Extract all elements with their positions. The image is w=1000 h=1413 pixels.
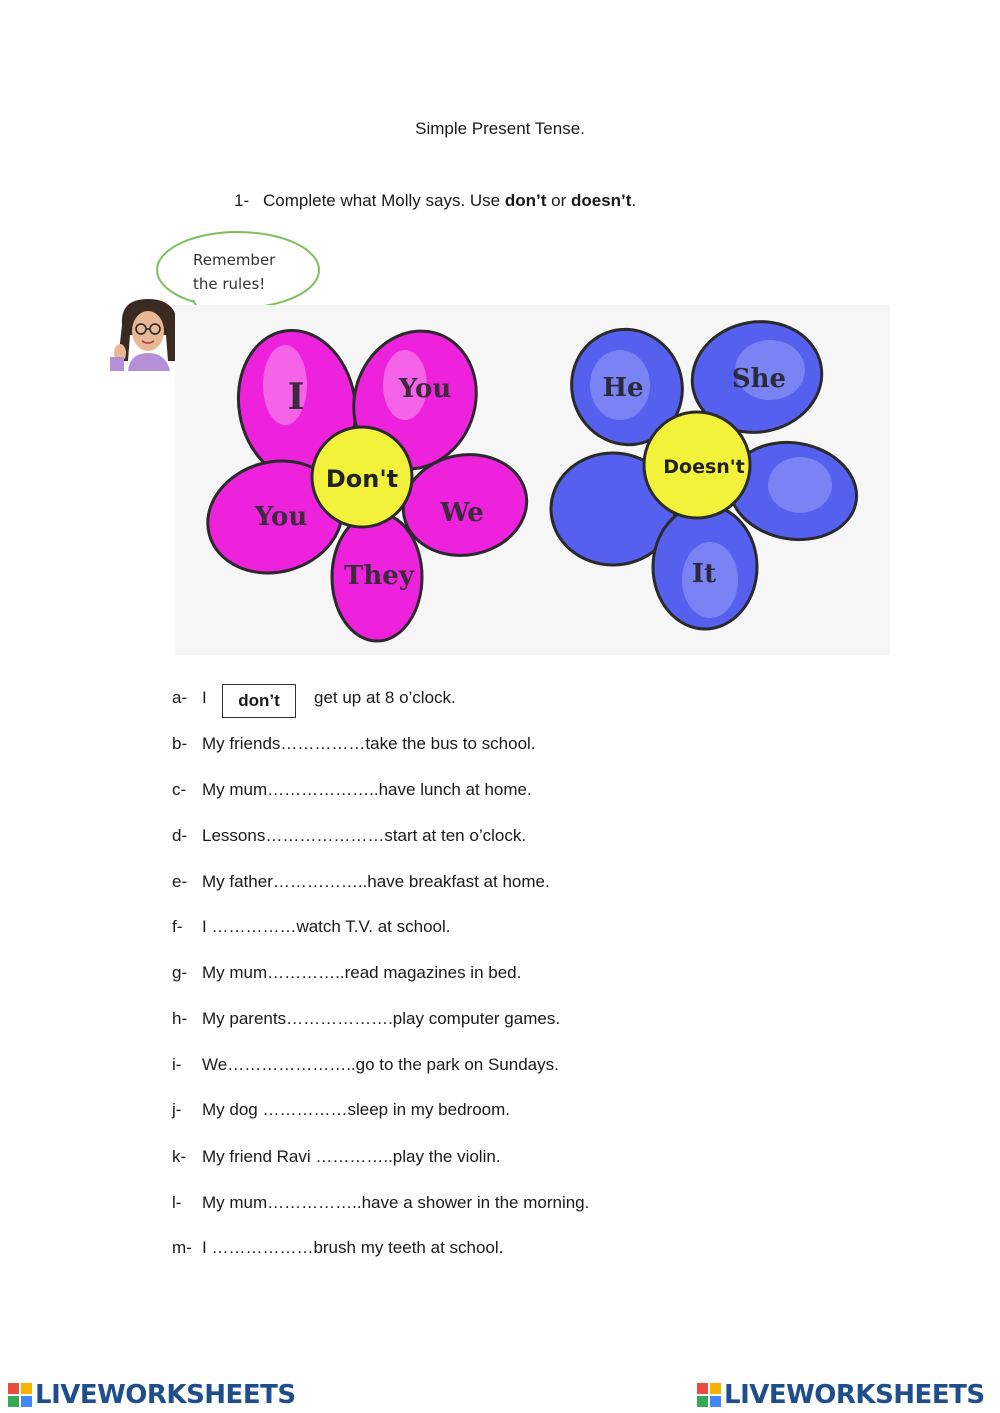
- item-letter: i-: [172, 1055, 182, 1074]
- item-text[interactable]: My friend Ravi …………..play the violin.: [202, 1147, 501, 1166]
- item-text[interactable]: My father……………..have breakfast at home.: [202, 872, 550, 891]
- instruction-text-after: .: [631, 191, 637, 210]
- bubble-line-2: the rules!: [193, 275, 266, 293]
- pink-petal-4: We: [440, 498, 484, 528]
- item-text[interactable]: My mum……………..have a shower in the morning.: [202, 1193, 590, 1212]
- logo-text: LIVEWORKSHEETS: [724, 1380, 985, 1410]
- item-subject: I: [202, 688, 207, 707]
- instruction-word-dont: don’t: [504, 191, 547, 210]
- logo-blocks-icon: [697, 1383, 721, 1407]
- answer-box[interactable]: don’t: [222, 684, 296, 718]
- item-letter: g-: [172, 963, 188, 982]
- item-letter: e-: [172, 872, 188, 891]
- item-letter: l-: [172, 1193, 182, 1212]
- pink-petal-5: They: [344, 561, 414, 591]
- pink-petal-2: You: [398, 374, 452, 404]
- item-letter: k-: [172, 1147, 187, 1166]
- instruction-text-middle: or: [546, 191, 571, 210]
- item-letter: f-: [172, 917, 183, 936]
- page-title: Simple Present Tense.: [415, 119, 585, 138]
- item-letter: c-: [172, 780, 187, 799]
- item-text[interactable]: My parents……………….play computer games.: [202, 1009, 561, 1028]
- pink-center-label: Don't: [325, 465, 399, 493]
- item-text[interactable]: I ………………brush my teeth at school.: [202, 1238, 504, 1257]
- blue-petal-2: She: [731, 364, 787, 394]
- pronoun-flowers: [175, 305, 890, 655]
- bubble-line-1: Remember: [193, 251, 276, 269]
- item-letter: d-: [172, 826, 188, 845]
- item-text[interactable]: My friends……………take the bus to school.: [202, 734, 536, 753]
- instruction-word-doesnt: doesn’t: [570, 191, 632, 210]
- item-text[interactable]: We…………………..go to the park on Sundays.: [202, 1055, 559, 1074]
- pink-petal-3: You: [254, 502, 308, 532]
- instruction: [234, 191, 636, 211]
- logo-blocks-icon: [8, 1383, 32, 1407]
- instruction-number: 1-: [234, 191, 250, 210]
- item-text[interactable]: My mum………………..have lunch at home.: [202, 780, 532, 799]
- item-text[interactable]: I ……………watch T.V. at school.: [202, 917, 451, 936]
- item-text: get up at 8 o’clock.: [314, 688, 456, 707]
- item-letter: b-: [172, 734, 188, 753]
- pink-petal-1: I: [287, 376, 305, 418]
- liveworksheets-logo-left[interactable]: [8, 1378, 296, 1412]
- instruction-text-before: Complete what Molly says. Use: [263, 191, 505, 210]
- item-text[interactable]: My dog ……………sleep in my bedroom.: [202, 1100, 510, 1119]
- item-letter: h-: [172, 1009, 188, 1028]
- item-letter: a-: [172, 688, 188, 707]
- item-text[interactable]: My mum…………..read magazines in bed.: [202, 963, 522, 982]
- blue-center-label: Doesn't: [663, 456, 745, 478]
- logo-text: LIVEWORKSHEETS: [35, 1380, 296, 1410]
- item-letter: m-: [172, 1238, 192, 1257]
- item-letter: j-: [172, 1100, 182, 1119]
- item-text[interactable]: Lessons…………………start at ten o’clock.: [202, 826, 527, 845]
- speech-bubble-text: [193, 248, 303, 296]
- blue-petal-1: He: [602, 373, 644, 403]
- liveworksheets-logo-right[interactable]: [697, 1378, 985, 1412]
- blue-petal-3: It: [691, 559, 717, 589]
